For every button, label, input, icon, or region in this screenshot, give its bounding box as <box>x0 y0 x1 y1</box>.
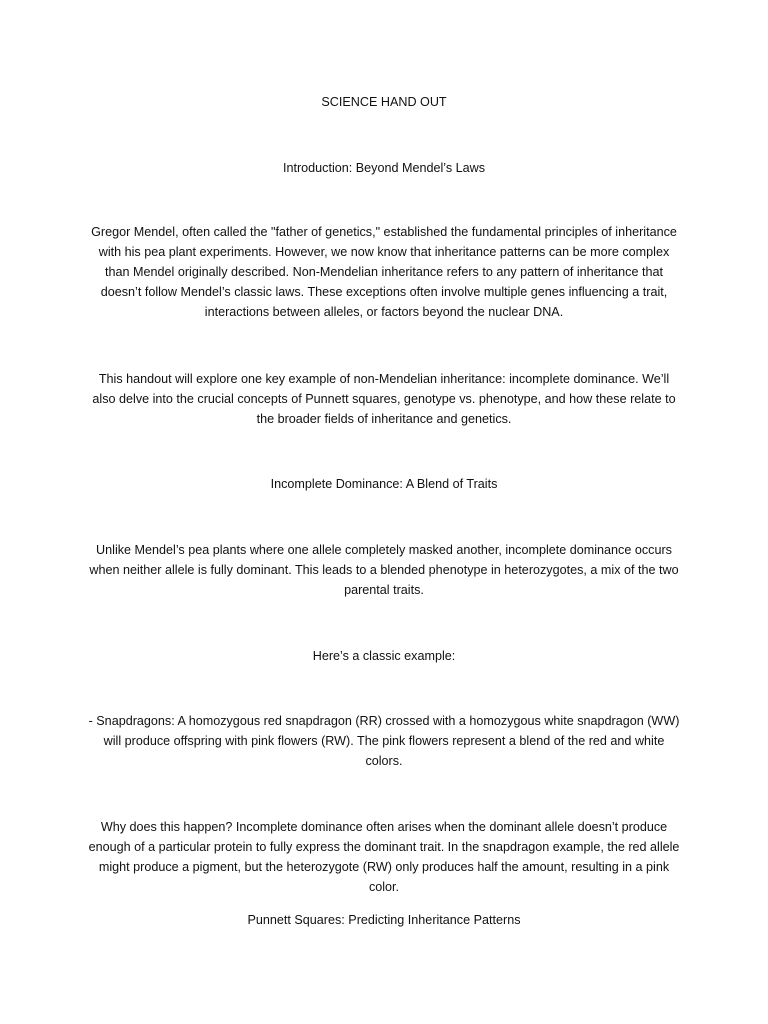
intro-paragraph: Gregor Mendel, often called the "father of genetics," established the fundamental principles of inheritance with his pea plant experiments. However, we now know that inheritance patterns can be more complex than Mendel originally described. Non-Mendelian inheritance refers to any pattern of inheritance that doesn’t follow Mendel’s classic laws. These exceptions often involve multiple genes influencing a trait, interactions between alleles, or factors beyond the nuclear DNA. <box>91 225 677 319</box>
why-explanation-paragraph: Why does this happen? Incomplete dominance often arises when the dominant allele doesn’t produce enough of a particular protein to fully express the dominant trait. In the snapdragon example, the red allele might produce a pigment, but the heterozygote (RW) only produces half the amount, resulting in a pink color. <box>88 820 680 894</box>
incomplete-dominance-paragraph: Unlike Mendel’s pea plants where one allele completely masked another, incomplete dominance occurs when neither allele is fully dominant. This leads to a blended phenotype in heterozygotes, a mix of the two parental traits. <box>89 543 679 597</box>
incomplete-dominance-heading: Incomplete Dominance: A Blend of Traits <box>270 477 498 491</box>
document-title: SCIENCE HAND OUT <box>321 95 447 109</box>
intro-heading: Introduction: Beyond Mendel’s Laws <box>282 161 486 175</box>
snapdragon-example-paragraph: - Snapdragons: A homozygous red snapdragon (RR) crossed with a homozygous white snapdragon (WW) will produce offspring with pink flowers (RW). The pink flowers represent a blend of the red and white colors. <box>88 714 680 768</box>
classic-example-label: Here’s a classic example: <box>312 649 456 663</box>
punnett-squares-heading: Punnett Squares: Predicting Inheritance Patterns <box>247 913 521 927</box>
handout-overview-paragraph: This handout will explore one key example of non-Mendelian inheritance: incomplete dominance. We’ll also delve into the crucial concepts of Punnett squares, genotype vs. phenotype, and how these relate to the broader fields of inheritance and genetics. <box>92 372 676 426</box>
